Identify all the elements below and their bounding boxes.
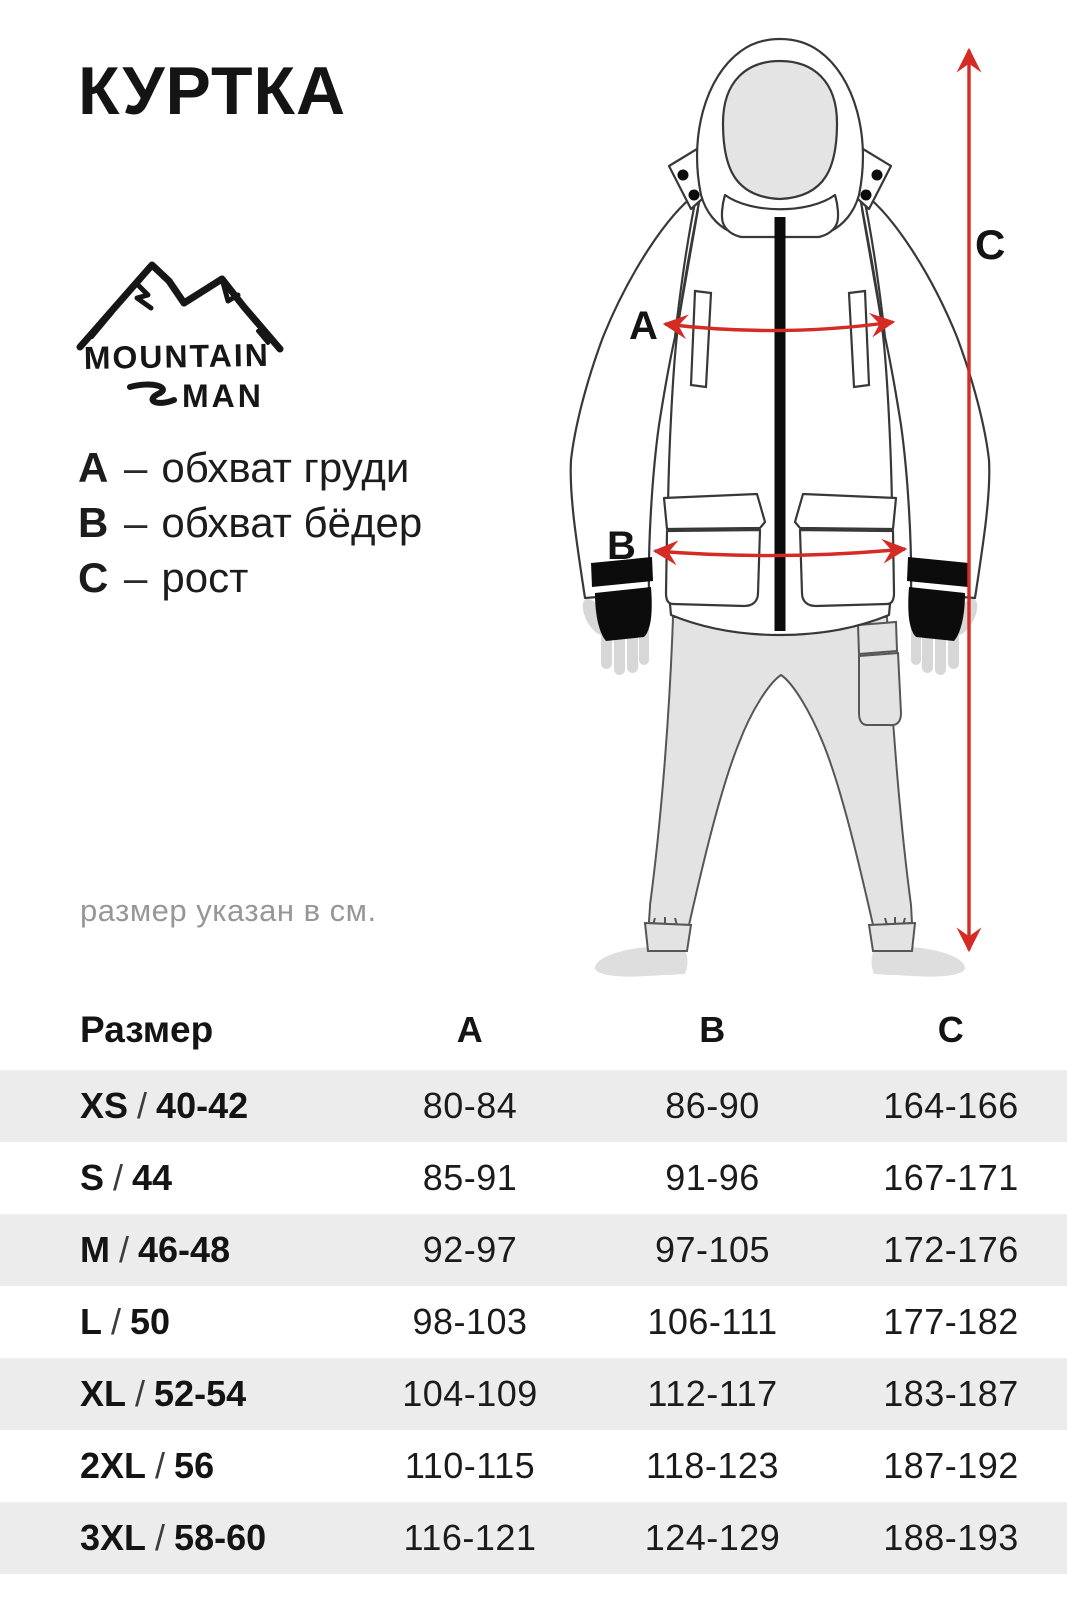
value-a: 98-103 xyxy=(412,1301,528,1342)
value-b: 106-111 xyxy=(647,1301,778,1342)
value-a: 116-121 xyxy=(403,1517,537,1558)
legend-letter: C xyxy=(78,554,109,601)
size-separator: / xyxy=(135,1373,146,1414)
page-title: КУРТКА xyxy=(78,53,347,129)
size-code: 40-42 xyxy=(156,1085,249,1126)
value-b: 86-90 xyxy=(665,1085,760,1126)
size-label: XS xyxy=(80,1085,129,1126)
table-row xyxy=(0,1430,1067,1502)
size-cell xyxy=(0,1229,350,1271)
size-separator: / xyxy=(155,1445,166,1486)
legend-separator: – xyxy=(124,499,148,546)
size-label: XL xyxy=(80,1373,127,1414)
size-code: 44 xyxy=(132,1157,173,1198)
legend-letter: A xyxy=(78,444,109,491)
table-row xyxy=(0,1214,1067,1286)
table-row xyxy=(0,1502,1067,1574)
value-c: 164-166 xyxy=(883,1085,1019,1126)
legend-label: обхват груди xyxy=(161,444,410,491)
header-b: B xyxy=(699,1009,726,1050)
value-c: 188-193 xyxy=(883,1517,1019,1558)
size-cell xyxy=(0,1085,350,1127)
mountain-man-logo xyxy=(72,245,297,423)
legend-label: рост xyxy=(161,554,249,601)
value-a: 104-109 xyxy=(402,1373,538,1414)
size-separator: / xyxy=(111,1301,122,1342)
header-c: C xyxy=(937,1009,965,1050)
header-size: Размер xyxy=(80,1009,214,1050)
size-code: 50 xyxy=(130,1301,171,1342)
value-a: 85-91 xyxy=(422,1157,518,1198)
value-b: 112-117 xyxy=(647,1373,778,1414)
table-row xyxy=(0,1358,1067,1430)
table-row xyxy=(0,1286,1067,1358)
value-b: 118-123 xyxy=(646,1445,779,1486)
logo-word-mountain: MOUNTAIN xyxy=(83,336,271,376)
logo-word-man: MAN xyxy=(182,378,264,414)
legend-item-b xyxy=(78,499,422,554)
size-separator: / xyxy=(137,1085,148,1126)
legend-label: обхват бёдер xyxy=(161,499,423,546)
zipper xyxy=(775,217,786,631)
size-separator: / xyxy=(155,1517,166,1558)
value-b: 97-105 xyxy=(654,1229,771,1270)
legend-separator: – xyxy=(124,554,148,601)
legend-separator: – xyxy=(124,444,148,491)
pants xyxy=(649,617,912,925)
size-separator: / xyxy=(119,1229,130,1270)
table-row xyxy=(0,1142,1067,1214)
value-b: 91-96 xyxy=(665,1157,760,1198)
measurement-legend xyxy=(78,444,422,609)
units-note: размер указан в см. xyxy=(80,893,377,928)
legend-item-c xyxy=(78,554,422,609)
size-code: 52-54 xyxy=(154,1373,247,1414)
size-code: 56 xyxy=(174,1445,215,1486)
size-cell xyxy=(0,1445,350,1487)
pant-cuffs xyxy=(645,923,915,951)
value-a: 80-84 xyxy=(422,1085,518,1126)
size-code: 58-60 xyxy=(174,1517,267,1558)
label-a: A xyxy=(629,304,658,348)
label-c: C xyxy=(975,221,1006,268)
size-cell xyxy=(0,1517,350,1559)
legend-letter: B xyxy=(78,499,109,546)
value-c: 183-187 xyxy=(883,1373,1019,1414)
hood xyxy=(697,39,863,237)
label-b: B xyxy=(607,524,636,568)
hood-opening xyxy=(723,61,837,199)
cargo-pocket xyxy=(858,622,897,654)
size-cell xyxy=(0,1301,350,1343)
table-header-row xyxy=(0,990,1067,1070)
size-label: L xyxy=(80,1301,102,1342)
header-a: A xyxy=(456,1009,484,1050)
size-label: S xyxy=(80,1157,105,1198)
value-c: 177-182 xyxy=(883,1301,1019,1342)
value-a: 92-97 xyxy=(422,1229,518,1270)
size-cell xyxy=(0,1157,350,1199)
size-code: 46-48 xyxy=(138,1229,231,1270)
legend-item-a xyxy=(78,444,422,499)
size-separator: / xyxy=(113,1157,124,1198)
size-label: M xyxy=(80,1229,110,1270)
jacket-diagram xyxy=(555,25,1020,980)
table-row xyxy=(0,1070,1067,1142)
logo-flourish xyxy=(130,385,174,403)
value-c: 172-176 xyxy=(883,1229,1019,1270)
value-b: 124-129 xyxy=(644,1517,781,1558)
size-table xyxy=(0,990,1067,1574)
size-cell xyxy=(0,1373,350,1415)
value-a: 110-115 xyxy=(404,1445,536,1486)
cargo-pocket-body xyxy=(859,653,901,725)
size-label: 3XL xyxy=(80,1517,147,1558)
value-c: 167-171 xyxy=(883,1157,1019,1198)
size-label: 2XL xyxy=(80,1445,147,1486)
value-c: 187-192 xyxy=(883,1445,1019,1486)
